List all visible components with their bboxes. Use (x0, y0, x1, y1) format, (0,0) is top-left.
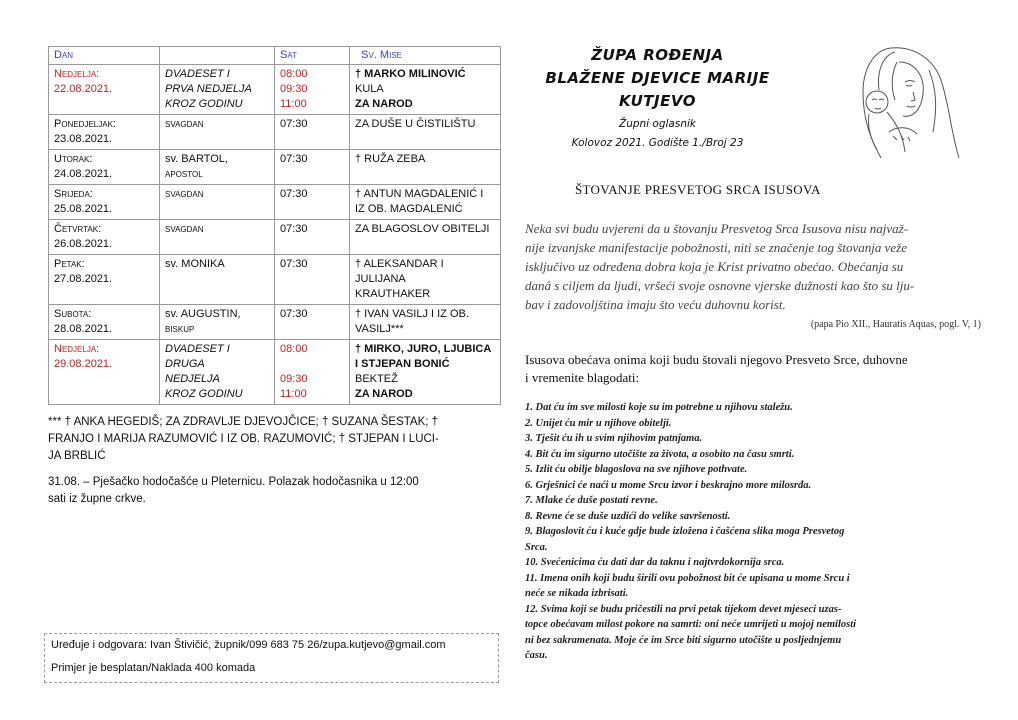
list-item: 12. Svima koji se budu pričestili na prvi petak tijekom devet mjeseci uzas- (525, 603, 842, 615)
header-masses: Sv. Mise (350, 47, 501, 65)
list-item: 1. Dat ću im sve milosti koje su im potrebne u njihovu staležu. (525, 402, 793, 413)
intentions-note: *** † ANKA HEGEDIŠ; ZA ZDRAVLJE DJEVOJČICE; † SUZANA ŠESTAK; † FRANJO I MARIJA RAZUMOVIĆ I IZ OB. RAZUMOVIĆ; † STJEPAN I LUCI- JA BRBLIĆ (48, 416, 439, 462)
list-item: ni bez sakramenata. Moje će im Srce biti sigurno utočište u posljednjemu (525, 634, 842, 646)
time-cell: 07:30 (275, 220, 350, 255)
day-cell: Nedjelja: 29.08.2021. (49, 340, 160, 405)
liturgical-day-cell: sv. AUGUSTIN, BISKUP (160, 305, 275, 340)
liturgical-day-cell: DVADESET I DRUGA NEDJELJA KROZ GODINU (160, 340, 275, 405)
editor-info: Uređuje i odgovara: Ivan Štivičić, župnik/099 683 75 26/zupa.kutjevo@gmail.com (51, 639, 446, 651)
parish-title: ŽUPA ROĐENJA BLAŽENE DJEVICE MARIJE KUTJEVO (545, 46, 770, 110)
table-row (49, 340, 501, 405)
list-item: času. (525, 650, 548, 661)
table-row (49, 150, 501, 185)
mass-intention-cell: ZA BLAGOSLOV OBITELJI (350, 220, 501, 255)
day-cell: Subota: 28.08.2021. (49, 305, 160, 340)
table-header-row (49, 47, 501, 65)
day-cell: Ponedjeljak: 23.08.2021. (49, 115, 160, 150)
table-row (49, 305, 501, 340)
editor-footer-box (44, 633, 499, 683)
mass-intention-cell: † ALEKSANDAR I JULIJANA KRAUTHAKER (350, 255, 501, 305)
mass-intention-cell: † MIRKO, JURO, LJUBICA I STJEPAN BONIĆ BEKTEŽ ZA NAROD (350, 340, 501, 405)
time-cell: 07:30 (275, 255, 350, 305)
mass-schedule-table (48, 46, 501, 405)
promises-intro: Isusova obećava onima koji budu štovali njegovo Presveto Srce, duhovne i vremenite blagodati: (525, 352, 908, 385)
time-cell: 07:30 (275, 150, 350, 185)
promises-list (525, 400, 985, 664)
list-item: 4. Bit ću im sigurno utočište za života, a osobito na času smrti. (525, 448, 795, 460)
time-cell: 08:00 09:30 11:00 (275, 65, 350, 115)
list-item: 10. Svećenicima ću dati dar da taknu i najtvrdokornija srca. (525, 557, 785, 568)
table-row (49, 65, 501, 115)
day-cell: Nedjelja: 22.08.2021. (49, 65, 160, 115)
header-day: Dan (49, 47, 160, 65)
liturgical-day-cell: SVAGDAN (160, 220, 275, 255)
list-item: 7. Mlake će duše postati revne. (525, 495, 658, 506)
liturgical-day-cell: DVADESET I PRVA NEDJELJA KROZ GODINU (160, 65, 275, 115)
list-item: 8. Revne će se duše uzdići do velike savršenosti. (525, 510, 731, 522)
list-item: 6. Grješnici će naći u mome Srcu izvor i beskrajno more milosrđa. (525, 479, 812, 491)
madonna-and-child-icon (833, 40, 963, 160)
time-cell: 08:00 09:30 11:00 (275, 340, 350, 405)
table-row (49, 115, 501, 150)
papal-quote: Neka svi budu uvjereni da u štovanju Presvetog Srca Isusova nisu najvaž- nije izvanjske manifestacije pobožnosti, niti se značenje tog štovanja veže isključivo uz određena dobra koja je Krist privatno obećao. Obećanja su danâ s ciljem da ljudi, vršeći svoje osnovne vjerske dužnosti kao što su lju- bav i zadovoljština imaju što veću duhovnu korist. (525, 221, 915, 312)
liturgical-day-cell: sv. BARTOL, APOSTOL (160, 150, 275, 185)
liturgical-day-cell: SVAGDAN (160, 185, 275, 220)
table-row (49, 220, 501, 255)
liturgical-day-cell: SVAGDAN (160, 115, 275, 150)
list-item: topce obećavam milost pokore na samrti: oni neće umrijeti u mojoj nemilosti (525, 619, 857, 630)
list-item: 3. Tješit ću ih u svim njihovim patnjama. (525, 433, 703, 444)
list-item: 11. Imena onih koji budu širili ovu pobožnost bit će upisana u mome Srcu i (525, 572, 850, 584)
day-cell: Srijeda: 25.08.2021. (49, 185, 160, 220)
list-item: 5. Izlit ću obilje blagoslova na sve njihove pothvate. (525, 464, 748, 475)
print-info: Primjer je besplatan/Naklada 400 komada (51, 662, 256, 674)
header-time: Sat (275, 47, 350, 65)
day-cell: Utorak: 24.08.2021. (49, 150, 160, 185)
list-item: 2. Unijet ću mir u njihove obitelji. (525, 417, 672, 429)
time-cell: 07:30 (275, 305, 350, 340)
list-item: 9. Blagoslovit ću i kuće gdje bude izložena i čašćena slika moga Presvetog (525, 526, 845, 537)
time-cell: 07:30 (275, 185, 350, 220)
table-row (49, 185, 501, 220)
mass-intention-cell: † IVAN VASILJ I IZ OB. VASILJ*** (350, 305, 501, 340)
quote-source: (papa Pio XII., Hauratis Aquas, pogl. V, 1) (810, 319, 981, 330)
bulletin-info: Župni oglasnik Kolovoz 2021. Godište 1./Broj 23 (571, 118, 744, 149)
pilgrimage-note: 31.08. – Pješačko hodočašće u Pleternicu. Polazak hodočasnika u 12:00 sati iz župne crkve. (48, 476, 419, 505)
mass-intention-cell: † ANTUN MAGDALENIĆ I IZ OB. MAGDALENIĆ (350, 185, 501, 220)
table-row (49, 255, 501, 305)
header-blank (160, 47, 275, 65)
list-item: Srca. (525, 541, 548, 553)
mass-intention-cell: † RUŽA ZEBA (350, 150, 501, 185)
day-cell: Petak: 27.08.2021. (49, 255, 160, 305)
day-cell: Četvrtak: 26.08.2021. (49, 220, 160, 255)
article-title: ŠTOVANJE PRESVETOG SRCA ISUSOVA (575, 182, 821, 197)
mass-intention-cell: ZA DUŠE U ČISTILIŠTU (350, 115, 501, 150)
liturgical-day-cell: sv. MONIKA (160, 255, 275, 305)
list-item: neće se nikada izbrisati. (525, 588, 629, 599)
time-cell: 07:30 (275, 115, 350, 150)
mass-intention-cell: † MARKO MILINOVIĆ KULA ZA NAROD (350, 65, 501, 115)
